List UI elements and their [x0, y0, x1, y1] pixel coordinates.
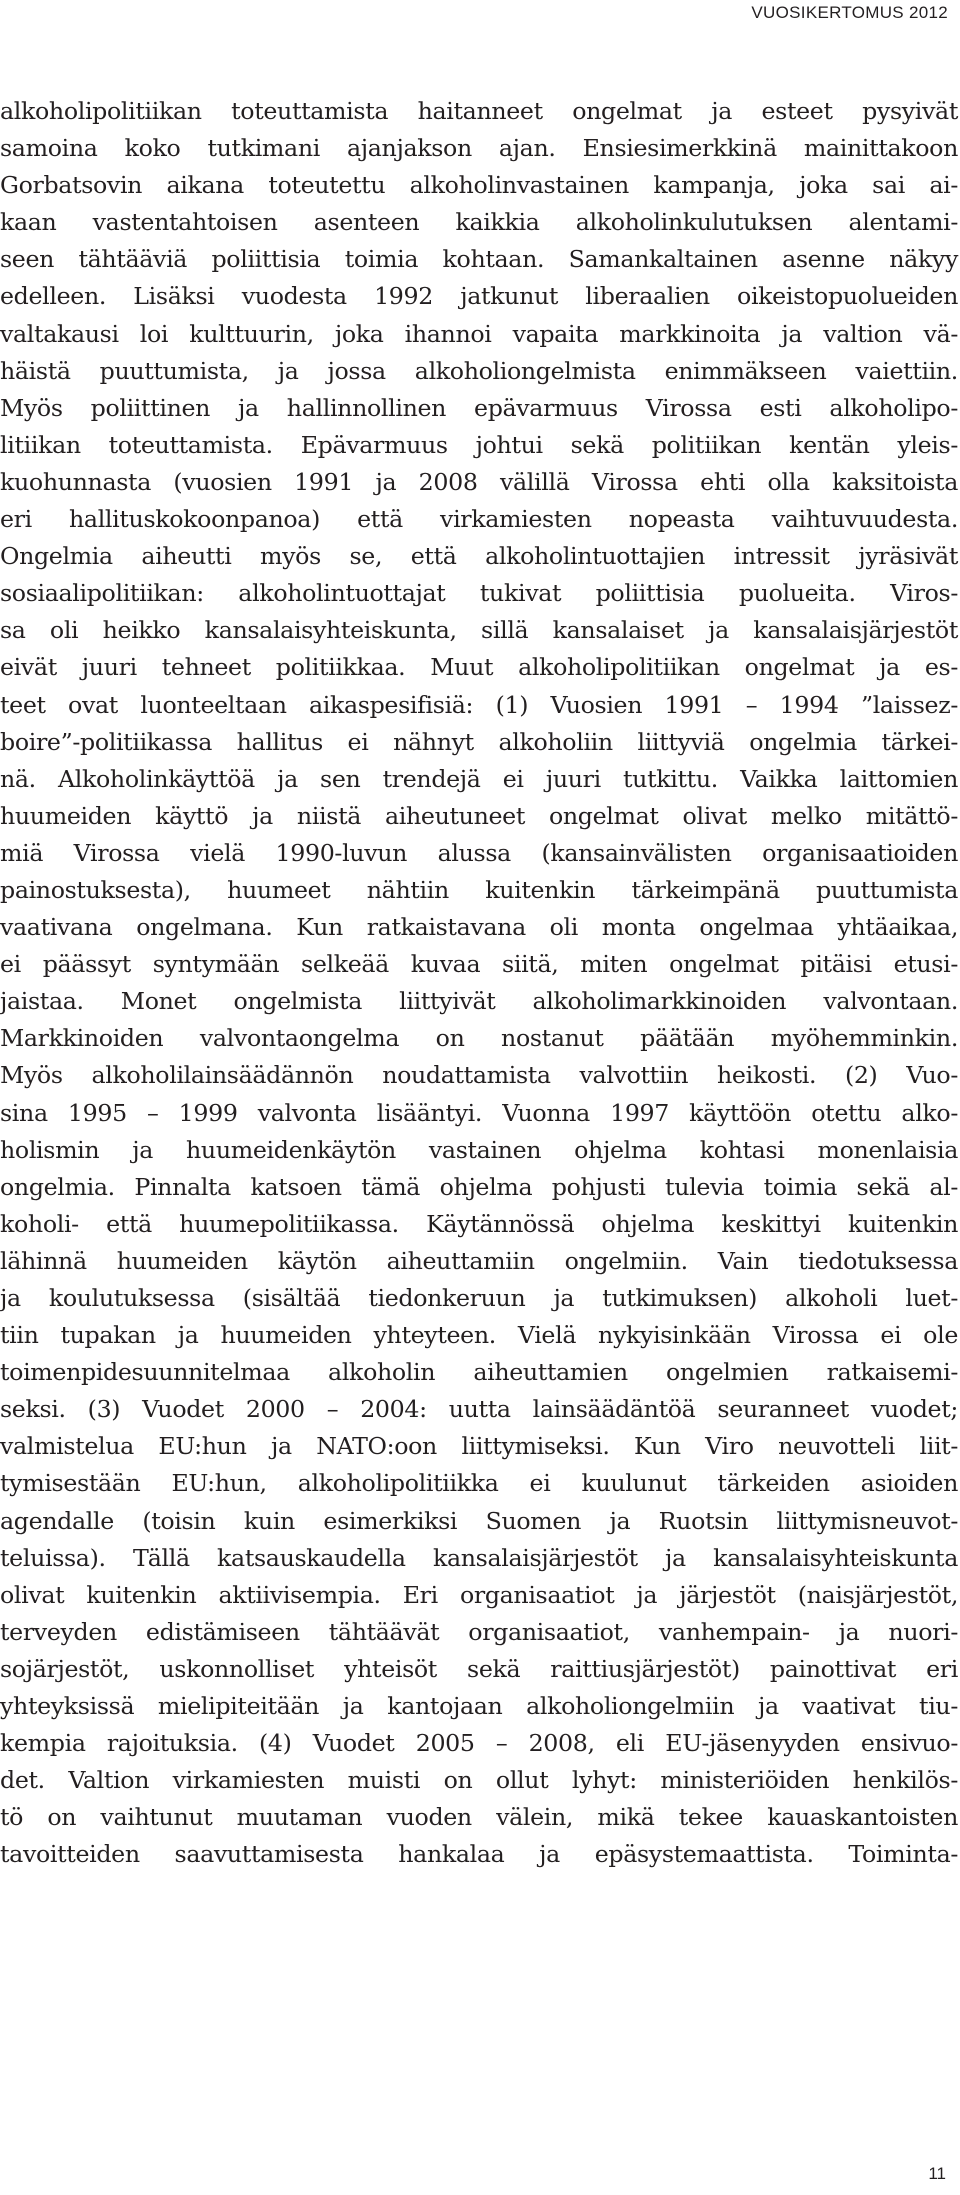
- body-text: [0, 93, 958, 1874]
- text-line: Ongelmia aiheutti myös se, että alkoholintuottajien intressit jyräsivät: [0, 542, 958, 571]
- text-line: painostuksesta), huumeet nähtiin kuitenkin tärkeimpänä puuttumista: [0, 875, 958, 904]
- text-line: ja koulutuksessa (sisältää tiedonkeruun ja tutkimuksen) alkoholi luet-: [0, 1284, 958, 1312]
- text-line: Markkinoiden valvontaongelma on nostanut päätään myöhemminkin.: [0, 1024, 958, 1053]
- text-line: lähinnä huumeiden käytön aiheuttamiin ongelmiin. Vain tiedotuksessa: [0, 1246, 958, 1275]
- text-line: teluissa). Tällä katsauskaudella kansalaisjärjestöt ja kansalaisyhteiskunta: [0, 1543, 958, 1572]
- text-line: kaan vastentahtoisen asenteen kaikkia alkoholinkulutuksen alentami-: [0, 208, 958, 237]
- text-line: nä. Alkoholinkäyttöä ja sen trendejä ei juuri tutkittu. Vaikka laittomien: [0, 764, 958, 793]
- text-line: agendalle (toisin kuin esimerkiksi Suomen ja Ruotsin liittymisneuvot-: [0, 1506, 958, 1535]
- text-line: tö on vaihtunut muutaman vuoden välein, mikä tekee kauaskantoisten: [0, 1803, 958, 1832]
- text-line: kempia rajoituksia. (4) Vuodet 2005 – 2008, eli EU-jäsenyyden ensivuo-: [0, 1729, 958, 1758]
- text-line: jaistaa. Monet ongelmista liittyivät alkoholimarkkinoiden valvontaan.: [0, 987, 958, 1016]
- text-line: sina 1995 – 1999 valvonta lisääntyi. Vuonna 1997 käyttöön otettu alko-: [0, 1098, 958, 1127]
- text-line: Myös poliittinen ja hallinnollinen epävarmuus Virossa esti alkoholipo-: [0, 393, 958, 422]
- text-line: häistä puuttumista, ja jossa alkoholiongelmista enimmäkseen vaiettiin.: [0, 356, 958, 385]
- text-line: miä Virossa vielä 1990-luvun alussa (kansainvälisten organisaatioiden: [0, 838, 958, 867]
- text-line: Gorbatsovin aikana toteutettu alkoholinvastainen kampanja, joka sai ai-: [0, 171, 958, 200]
- text-line: ei päässyt syntymään selkeää kuvaa siitä, miten ongelmat pitäisi etusi-: [0, 950, 958, 979]
- text-line: valtakausi loi kulttuurin, joka ihannoi vapaita markkinoita ja valtion vä-: [0, 319, 958, 348]
- text-line: alkoholipolitiikan toteuttamista haitanneet ongelmat ja esteet pysyivät: [0, 97, 958, 125]
- text-line: olivat kuitenkin aktiivisempia. Eri organisaatiot ja järjestöt (naisjärjestöt,: [0, 1580, 958, 1609]
- text-line: samoina koko tutkimani ajanjakson ajan. Ensiesimerkkinä mainittakoon: [0, 134, 958, 163]
- text-line: sa oli heikko kansalaisyhteiskunta, sillä kansalaiset ja kansalaisjärjestöt: [0, 616, 958, 645]
- text-line: edelleen. Lisäksi vuodesta 1992 jatkunut liberaalien oikeistopuolueiden: [0, 282, 958, 311]
- text-line: toimenpidesuunnitelmaa alkoholin aiheuttamien ongelmien ratkaisemi-: [0, 1358, 958, 1387]
- text-line: det. Valtion virkamiesten muisti on ollut lyhyt: ministeriöiden henkilös-: [0, 1766, 958, 1795]
- text-line: tavoitteiden saavuttamisesta hankalaa ja epäsystemaattista. Toiminta-: [0, 1840, 958, 1869]
- text-line: teet ovat luonteeltaan aikaspesifisiä: (1) Vuosien 1991 – 1994 ”laissez-: [0, 690, 958, 719]
- text-line: ongelmia. Pinnalta katsoen tämä ohjelma pohjusti tulevia toimia sekä al-: [0, 1172, 958, 1201]
- text-line: kuohunnasta (vuosien 1991 ja 2008 välillä Virossa ehti olla kaksitoista: [0, 467, 958, 496]
- text-line: litiikan toteuttamista. Epävarmuus johtui sekä politiikan kentän yleis-: [0, 430, 958, 459]
- text-line: eri hallituskokoonpanoa) että virkamiesten nopeasta vaihtuvuudesta.: [0, 505, 958, 534]
- text-line: sojärjestöt, uskonnolliset yhteisöt sekä raittiusjärjestöt) painottivat eri: [0, 1654, 958, 1683]
- text-line: tiin tupakan ja huumeiden yhteyteen. Vielä nykyisinkään Virossa ei ole: [0, 1321, 958, 1350]
- text-line: yhteyksissä mielipiteitään ja kantojaan alkoholiongelmiin ja vaativat tiu-: [0, 1692, 958, 1721]
- text-line: seen tähtääviä poliittisia toimia kohtaan. Samankaltainen asenne näkyy: [0, 245, 958, 274]
- text-line: koholi- että huumepolitiikassa. Käytännössä ohjelma keskittyi kuitenkin: [0, 1209, 958, 1238]
- text-line: holismin ja huumeidenkäytön vastainen ohjelma kohtasi monenlaisia: [0, 1135, 958, 1164]
- text-line: seksi. (3) Vuodet 2000 – 2004: uutta lainsäädäntöä seuranneet vuodet;: [0, 1395, 958, 1424]
- text-line: valmistelua EU:hun ja NATO:oon liittymiseksi. Kun Viro neuvotteli liit-: [0, 1432, 958, 1461]
- text-line: vaativana ongelmana. Kun ratkaistavana oli monta ongelmaa yhtäaikaa,: [0, 913, 958, 942]
- page-number: 11: [928, 2164, 946, 2183]
- text-line: terveyden edistämiseen tähtäävät organisaatiot, vanhempain- ja nuori-: [0, 1617, 958, 1646]
- text-line: sosiaalipolitiikan: alkoholintuottajat tukivat poliittisia puolueita. Viros-: [0, 579, 958, 608]
- text-line: tymisestään EU:hun, alkoholipolitiikka ei kuulunut tärkeiden asioiden: [0, 1469, 958, 1498]
- text-line: Myös alkoholilainsäädännön noudattamista valvottiin heikosti. (2) Vuo-: [0, 1061, 958, 1090]
- text-line: huumeiden käyttö ja niistä aiheutuneet ongelmat olivat melko mitättö-: [0, 801, 958, 830]
- text-line: boire”-politiikassa hallitus ei nähnyt alkoholiin liittyviä ongelmia tärkei-: [0, 727, 958, 756]
- running-header: VUOSIKERTOMUS 2012: [751, 3, 948, 22]
- text-line: eivät juuri tehneet politiikkaa. Muut alkoholipolitiikan ongelmat ja es-: [0, 653, 958, 682]
